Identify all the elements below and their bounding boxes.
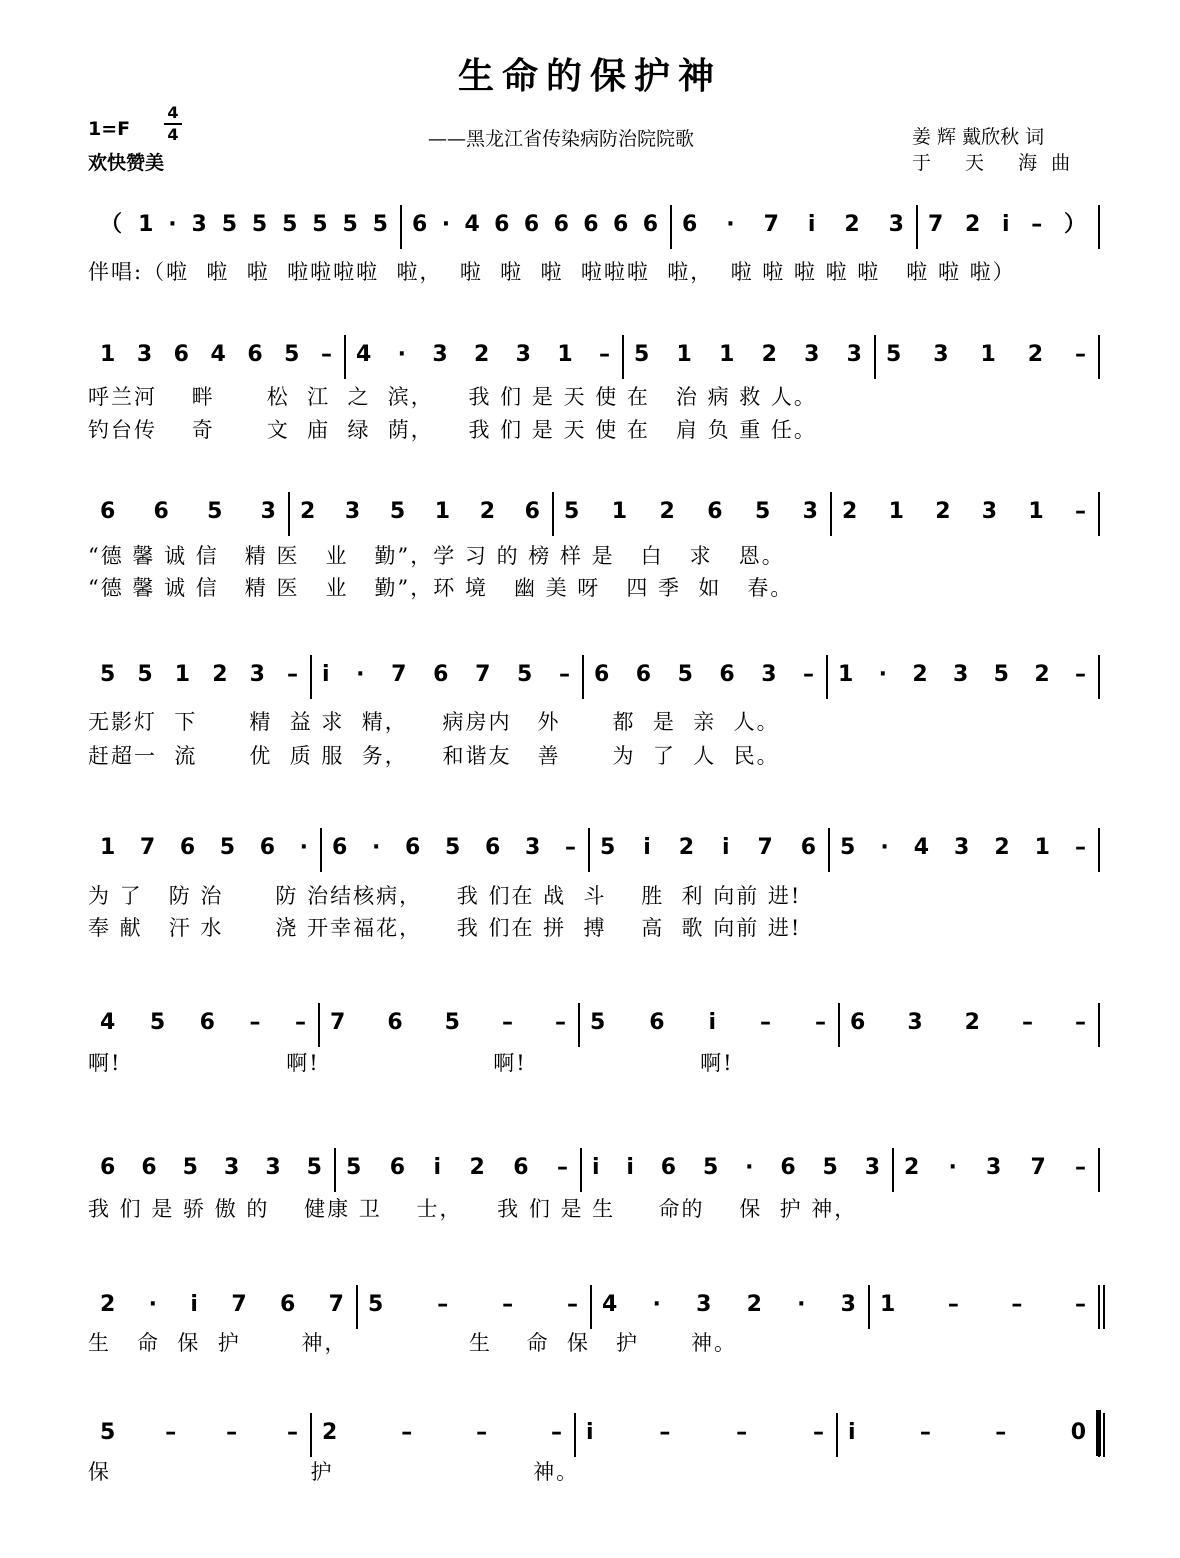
tempo-marking: 欢快赞美 <box>88 152 165 174</box>
measure: 6 6 5 3 3 5 <box>100 1155 322 1180</box>
lyric-line: 伴唱:（啦 啦 啦 啦啦啦啦 啦， 啦 啦 啦 啦啦啦 啦， 啦 啦 啦 啦 啦 啦 啦 啦） <box>88 260 1016 284</box>
measure: 5 6 i 2 6 – <box>346 1155 568 1180</box>
score-system <box>88 1285 1108 1333</box>
barline <box>892 1148 894 1192</box>
subtitle: ——黑龙江省传染病防治院院歌 <box>428 128 695 150</box>
lyric-line: 我 们 是 骄 傲 的 健康 卫 士， 我 们 是 生 命的 保 护 神， <box>88 1197 858 1221</box>
score-system <box>88 655 1108 703</box>
barline <box>580 1148 582 1192</box>
lyric-line: 钓台传 奇 文 庙 绿 荫， 我 们 是 天 使 在 肩 负 重 任。 <box>88 418 817 442</box>
measure: 5 i 2 i 7 6 <box>600 835 816 860</box>
final-barline <box>1096 1410 1101 1456</box>
measure: 1 – – – <box>880 1292 1086 1317</box>
barline <box>288 492 290 536</box>
measure: 2 – – – <box>322 1420 562 1445</box>
measure: 4 5 6 – – <box>100 1010 306 1035</box>
measure: 6 3 2 – – <box>850 1010 1086 1035</box>
measure: 2 · 3 7 – <box>904 1155 1086 1180</box>
time-signature <box>164 104 182 144</box>
lyric-line: 奉 献 汗 水 浇 开幸福花， 我 们在 拼 搏 高 歌 向前 进! <box>88 916 802 940</box>
barline <box>588 828 590 872</box>
barline <box>356 1285 358 1329</box>
barline <box>310 655 312 699</box>
measure: 5 1 2 6 5 3 <box>564 499 818 524</box>
score-system <box>88 1003 1108 1051</box>
barline <box>826 655 828 699</box>
measure: 6 6 5 3 <box>100 499 276 524</box>
measure: 5 1 1 2 3 3 <box>634 342 862 367</box>
measure: 6 · 6 5 6 3 – <box>332 835 576 860</box>
score-system <box>88 1148 1108 1196</box>
barline <box>916 205 918 249</box>
composer-credit: 于 天 海曲 <box>912 152 1085 174</box>
measure: 2 3 5 1 2 6 <box>300 499 540 524</box>
barline <box>578 1003 580 1047</box>
lyric-line: “德 馨 诚 信 精 医 业 勤”，学 习 的 榜 样 是 白 求 恩。 <box>88 544 785 568</box>
measure: i i 6 5 · 6 5 3 <box>592 1155 880 1180</box>
measure: 7 6 5 – – <box>330 1010 566 1035</box>
measure: 1 · 2 3 5 2 – <box>838 662 1086 687</box>
score-system <box>88 828 1108 876</box>
measure: 6 · 7 i 2 3 <box>682 212 904 237</box>
lyric-line: 啊! 啊! 啊! 啊! <box>88 1051 734 1075</box>
barline <box>334 1148 336 1192</box>
measure: i – – 0 <box>848 1420 1086 1445</box>
lyric-line: 生 命 保 护 神， 生 命 保 护 神。 <box>88 1331 738 1355</box>
time-signature-top: 4 <box>167 103 179 122</box>
score-system <box>88 335 1108 383</box>
key-signature: 1=F <box>88 118 131 140</box>
barline <box>1098 205 1100 249</box>
barline <box>868 1285 870 1329</box>
measure: 1 7 6 5 6 · <box>100 835 308 860</box>
barline <box>318 1003 320 1047</box>
barline <box>1098 655 1100 699</box>
barline <box>320 828 322 872</box>
measure: 5 · 4 3 2 1 – <box>840 835 1086 860</box>
barline <box>622 335 624 379</box>
barline <box>1098 492 1100 536</box>
measure: i – – – <box>586 1420 824 1445</box>
measure: 5 6 i – – <box>590 1010 826 1035</box>
measure: 6 6 5 6 3 – <box>594 662 814 687</box>
time-signature-bottom: 4 <box>167 125 179 144</box>
measure: 5 – – – <box>368 1292 578 1317</box>
score-system <box>88 1413 1108 1461</box>
page-title: 生命的保护神 <box>457 55 722 97</box>
measure: 4 · 3 2 · 3 <box>602 1292 856 1317</box>
measure: 6 · 4 6 6 6 6 6 6 <box>412 212 658 237</box>
lyricist-credit: 姜 辉 戴欣秋 词 <box>912 126 1045 148</box>
measure: 4 · 3 2 3 1 – <box>356 342 610 367</box>
measure: 7 2 i – ） <box>928 212 1086 237</box>
measure: 5 3 1 2 – <box>886 342 1086 367</box>
barline <box>828 828 830 872</box>
measure: 1 3 6 4 6 5 – <box>100 342 332 367</box>
barline <box>1098 1003 1100 1047</box>
lyric-line: “德 馨 诚 信 精 医 业 勤”，环 境 幽 美 呀 四 季 如 春。 <box>88 576 794 600</box>
lyric-line: 保 护 神。 <box>88 1460 580 1484</box>
barline <box>874 335 876 379</box>
measure: i · 7 6 7 5 – <box>322 662 570 687</box>
measure: 5 – – – <box>100 1420 298 1445</box>
lyric-line: 赶超一 流 优 质 服 务， 和谐友 善 为 了 人 民。 <box>88 744 780 768</box>
measure: 5 5 1 2 3 – <box>100 662 298 687</box>
score-system <box>88 492 1108 540</box>
barline <box>1098 335 1100 379</box>
barline <box>344 335 346 379</box>
barline <box>582 655 584 699</box>
barline <box>836 1413 838 1457</box>
score-system <box>88 205 1108 253</box>
barline <box>1098 828 1100 872</box>
lyric-line: 为 了 防 治 防 治结核病， 我 们在 战 斗 胜 利 向前 进! <box>88 884 802 908</box>
barline <box>830 492 832 536</box>
lyric-line: 无影灯 下 精 益 求 精， 病房内 外 都 是 亲 人。 <box>88 710 780 734</box>
barline <box>1098 1148 1100 1192</box>
measure: 2 · i 7 6 7 <box>100 1292 344 1317</box>
barline <box>1098 1285 1100 1329</box>
barline <box>310 1413 312 1457</box>
measure: （ 1 · 3 5 5 5 5 5 5 <box>100 212 388 237</box>
barline <box>574 1413 576 1457</box>
barline <box>670 205 672 249</box>
barline <box>590 1285 592 1329</box>
lyric-line: 呼兰河 畔 松 江 之 滨， 我 们 是 天 使 在 治 病 救 人。 <box>88 385 817 409</box>
barline <box>400 205 402 249</box>
measure: 2 1 2 3 1 – <box>842 499 1086 524</box>
barline <box>552 492 554 536</box>
barline <box>838 1003 840 1047</box>
